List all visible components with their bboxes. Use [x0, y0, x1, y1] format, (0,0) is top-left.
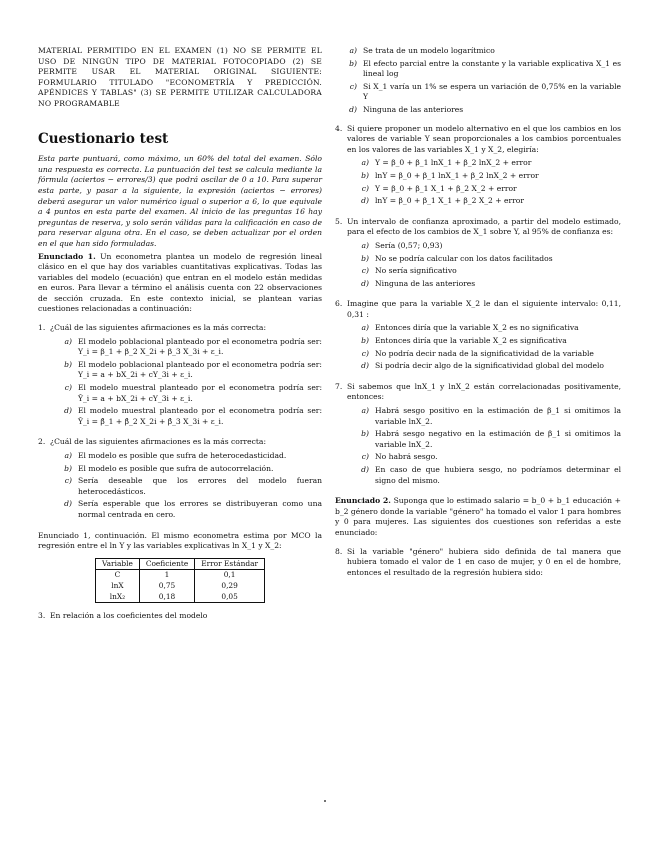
option-text: Entonces diría que la variable X_2 es no significativa [375, 323, 579, 333]
option-text: Ninguna de las anteriores [375, 278, 476, 288]
question-text: En relación a los coeficientes del modelo [50, 611, 208, 621]
option-list [50, 337, 322, 428]
question-text: ¿Cuál de las siguientes afirmaciones es la más correcta: [50, 323, 267, 333]
question-4 [335, 124, 621, 211]
option-list [347, 323, 621, 371]
option-list [347, 406, 621, 486]
option-letter: b) [361, 336, 369, 346]
enunciado-1-label: Enunciado 1. [38, 251, 96, 261]
option-letter: d) [361, 196, 369, 206]
option-b[interactable] [50, 464, 322, 475]
question-body [347, 299, 621, 376]
column-header: Error Estándar [195, 558, 265, 570]
question-number: 8. [335, 546, 343, 556]
option-text: lnY = β_0 + β_1 X_1 + β_2 X_2 + error [375, 196, 525, 206]
option-b[interactable] [347, 254, 621, 265]
option-text: Habrá sesgo positivo en la estimación de β_1 si omitimos la variable lnX_2. [375, 406, 621, 426]
option-text: Sería deseable que los errores del modelo fueran heterocedásticos. [78, 476, 322, 496]
option-letter: a) [361, 323, 369, 333]
question-text: Si sabemos que lnX_1 y lnX_2 están correlacionadas positivamente, entonces: [347, 381, 621, 402]
question-number: 6. [335, 299, 343, 309]
option-text: No habrá sesgo. [375, 452, 438, 462]
option-letter: d) [349, 104, 357, 114]
option-c[interactable] [347, 184, 621, 195]
option-text: Sería (0,57; 0,93) [375, 240, 443, 250]
page-mark [324, 800, 326, 802]
question-body [50, 437, 322, 524]
option-text: Ninguna de las anteriores [363, 104, 464, 114]
question-text: ¿Cuál de las siguientes afirmaciones es la más correcta: [50, 437, 267, 447]
option-letter: c) [64, 383, 72, 393]
option-text: No sería significativo [375, 266, 457, 276]
option-c[interactable] [50, 383, 322, 404]
question-3-options [335, 46, 621, 116]
question-body [347, 217, 621, 294]
option-letter: b) [361, 170, 369, 180]
option-a[interactable] [50, 337, 322, 358]
table-row [95, 592, 264, 603]
question-body [347, 382, 621, 490]
option-text: En caso de que hubiera sesgo, no podríamos determinar el signo del mismo. [375, 465, 621, 485]
option-c[interactable] [335, 82, 621, 103]
option-a[interactable] [50, 451, 322, 462]
option-text: Y = β_0 + β_1 lnX_1 + β_2 lnX_2 + error [375, 158, 532, 168]
option-c[interactable] [50, 476, 322, 497]
option-b[interactable] [50, 360, 322, 381]
option-letter: d) [361, 361, 369, 371]
option-text: Si X_1 varía un 1% se espera un variación de 0,75% en la variable Y [363, 81, 621, 102]
option-text: No podría decir nada de la significatividad de la variable [375, 348, 594, 358]
option-letter: b) [64, 463, 72, 473]
option-c[interactable] [347, 266, 621, 277]
option-letter: a) [361, 158, 369, 168]
question-8 [335, 547, 621, 579]
option-a[interactable] [335, 46, 621, 57]
option-a[interactable] [347, 158, 621, 169]
option-d[interactable] [347, 361, 621, 372]
option-text: El modelo poblacional planteado por el econometra podría ser: Y_i = β_1 + β_2 X_2i + β_3 X_3i + ε_i. [78, 336, 322, 357]
question-number: 7. [335, 381, 343, 391]
question-number: 1. [38, 323, 46, 333]
option-letter: d) [64, 499, 72, 509]
option-text: lnY = β_0 + β_1 lnX_1 + β_2 lnX_2 + error [375, 170, 539, 180]
option-d[interactable] [50, 406, 322, 427]
option-letter: d) [361, 278, 369, 288]
question-number: 2. [38, 437, 46, 447]
option-c[interactable] [347, 452, 621, 463]
option-letter: c) [64, 476, 72, 486]
question-body [347, 124, 621, 211]
enunciado-1-continuation: Enunciado 1, continuación. El mismo econometra estima por MCO la regresión entre el ln Y y las variables explicativas ln X_1 y X_2: [38, 530, 322, 551]
option-list [50, 451, 322, 521]
option-letter: a) [361, 240, 369, 250]
option-d[interactable] [335, 105, 621, 116]
enunciado-1-text: Un econometra plantea un modelo de regresión lineal clásico en el que hay dos variables cuantitativas explicativas. Todas las variables del modelo (ecuación) que entran en el modelo están medidas en euros. Para llevar a término el análisis cuenta con 22 observaciones de sección cruzada. En este contexto inicial, se plantean varias cuestiones relacionadas a continuación: [38, 251, 323, 314]
right-column [335, 46, 621, 578]
option-a[interactable] [347, 323, 621, 334]
option-letter: d) [361, 465, 369, 474]
table-cell: 1 [139, 570, 194, 581]
question-body [50, 323, 322, 431]
option-letter: b) [349, 58, 357, 68]
question-number: 5. [335, 216, 343, 226]
question-list-right [335, 124, 621, 491]
enunciado-2-text: Suponga que lo estimado salario = b_0 + b_1 educación + b_2 género donde la variable "género" ha tomado el valor 1 para hombres y 0 para mujeres. Las siguientes dos cuestiones son referidas a este enunciado: [335, 496, 621, 537]
option-letter: c) [361, 452, 369, 462]
table-cell: lnX₂ [95, 592, 139, 603]
option-a[interactable] [347, 406, 621, 427]
table-cell: lnX [95, 581, 139, 592]
option-b[interactable] [347, 336, 621, 347]
option-letter: a) [361, 406, 369, 416]
column-header: Coeficiente [139, 558, 194, 570]
question-text: Un intervalo de confianza aproximado, a partir del modelo estimado, para el efecto de los cambios de X_1 sobre Y, al 95% de confianza es: [347, 216, 621, 237]
option-text: Y = β_0 + β_1 X_1 + β_2 X_2 + error [375, 183, 517, 193]
option-letter: b) [361, 253, 369, 263]
option-d[interactable] [50, 499, 322, 520]
option-b[interactable] [335, 59, 621, 80]
option-text: El efecto parcial entre la constante y la variable explicativa X_1 es lineal log [363, 58, 621, 79]
question-2 [38, 437, 322, 524]
option-text: El modelo muestral planteado por el econometra podría ser: Ŷ_i = β̂_1 + β̂_2 X_2i + β̂_3 X_3i + ε_i. [78, 406, 322, 426]
option-letter: a) [349, 46, 357, 55]
option-letter: c) [361, 183, 369, 193]
table-cell: 0,75 [139, 581, 194, 592]
option-text: Se trata de un modelo logarítmico [363, 46, 495, 55]
table-row [95, 570, 264, 581]
question-text: Si la variable "género" hubiera sido definida de tal manera que hubiera tomado el valor de 1 en caso de mujer, y 0 en el de hombre, entonces el resultado de la regresión hubiera sido: [347, 546, 621, 577]
option-text: Entonces diría que la variable X_2 es significativa [375, 336, 567, 346]
option-list [347, 241, 621, 289]
left-column [38, 46, 322, 622]
option-letter: b) [64, 359, 72, 369]
option-letter: c) [349, 81, 357, 91]
option-letter: c) [361, 266, 369, 276]
option-letter: a) [64, 336, 72, 346]
option-letter: d) [64, 406, 72, 416]
table-cell: 0,1 [195, 570, 265, 581]
option-list [347, 158, 621, 206]
question-number: 4. [335, 123, 343, 133]
question-text: Imagine que para la variable X_2 le dan el siguiente intervalo: 0,11, 0,31 : [347, 299, 621, 319]
column-header: Variable [95, 558, 139, 570]
option-text: El modelo muestral planteado por el econometra podría ser: Ŷ_i = a + bX_2i + cY_3i + ε_i. [78, 383, 322, 403]
question-3 [38, 611, 322, 622]
option-text: Si podría decir algo de la significatividad global del modelo [375, 361, 604, 371]
option-text: El modelo es posible que sufra de heterocedasticidad. [78, 451, 287, 460]
enunciado-1 [38, 252, 322, 316]
option-b[interactable] [347, 171, 621, 182]
option-text: El modelo poblacional planteado por el econometra podría ser: Y_i = a + bX_2i + cY_3i + ε_i. [78, 359, 322, 380]
option-d[interactable] [347, 196, 621, 207]
table-cell: 0,18 [139, 592, 194, 603]
table-cell: C [95, 570, 139, 581]
table-header-row [95, 558, 264, 570]
exam-material-notice: MATERIAL PERMITIDO EN EL EXAMEN (1) NO SE PERMITE EL USO DE NINGÚN TIPO DE MATERIAL FOTOCOPIADO (2) SE PERMITE USAR EL MATERIAL ORIGINAL SIGUIENTE: FORMULARIO TITULADO "ECONOMETRÍA Y PREDICCIÓN. APÉNDICES Y TABLAS" (3) SE PERMITE UTILIZAR CALCULADORA NO PROGRAMABLE [38, 46, 322, 108]
enunciado-2-label: Enunciado 2. [335, 496, 391, 506]
option-text: Sería esperable que los errores se distribuyeran como una normal centrada en cero. [78, 499, 322, 519]
option-b[interactable] [347, 429, 621, 450]
option-letter: b) [361, 429, 369, 439]
option-letter: c) [361, 348, 369, 358]
option-text: Habrá sesgo negativo en la estimación de β_1 si omitimos la variable lnX_2. [375, 429, 621, 449]
section-title: Cuestionario test [38, 130, 169, 147]
question-7 [335, 382, 621, 490]
enunciado-2 [335, 496, 621, 538]
question-1 [38, 323, 322, 431]
table-row [95, 581, 264, 592]
option-text: El modelo es posible que sufra de autocorrelación. [78, 463, 274, 473]
option-d[interactable] [347, 279, 621, 290]
question-number: 3. [38, 611, 46, 621]
table-cell: 0,29 [195, 581, 265, 592]
table-cell: 0,05 [195, 592, 265, 603]
coefficients-table [95, 558, 265, 603]
test-instructions: Esta parte puntuará, como máximo, un 60% del total del examen. Sólo una respuesta es correcta. La puntuación del test se calcula mediante la fórmula (aciertos − errores/3) que podrá oscilar de 0 a 10. Para superar esta parte, y pasar a la siguiente, la expresión (aciertos − errores) deberá asegurar un valor numérico igual o superior a 6, lo que equivale a 4 puntos en esta parte del examen. Al inicio de las preguntas 16 hay preguntas de reserva, y solo serán válidas para la calificación en caso de para reservar alguna otra. En el caso, se deben actualizar por el orden en el que han sido formuladas. [38, 154, 322, 248]
option-text: No se podría calcular con los datos facilitados [375, 253, 553, 263]
question-6 [335, 299, 621, 376]
option-d[interactable] [347, 465, 621, 486]
question-text: Si quiere proponer un modelo alternativo en el que los cambios en los valores de variable Y sean proporcionales a los cambios porcentuales en los valores de las variables X_1 y X_2, elegiría: [347, 123, 621, 154]
question-list-left [38, 323, 322, 525]
option-letter: a) [64, 451, 72, 460]
option-c[interactable] [347, 349, 621, 360]
option-a[interactable] [347, 241, 621, 252]
question-5 [335, 217, 621, 294]
